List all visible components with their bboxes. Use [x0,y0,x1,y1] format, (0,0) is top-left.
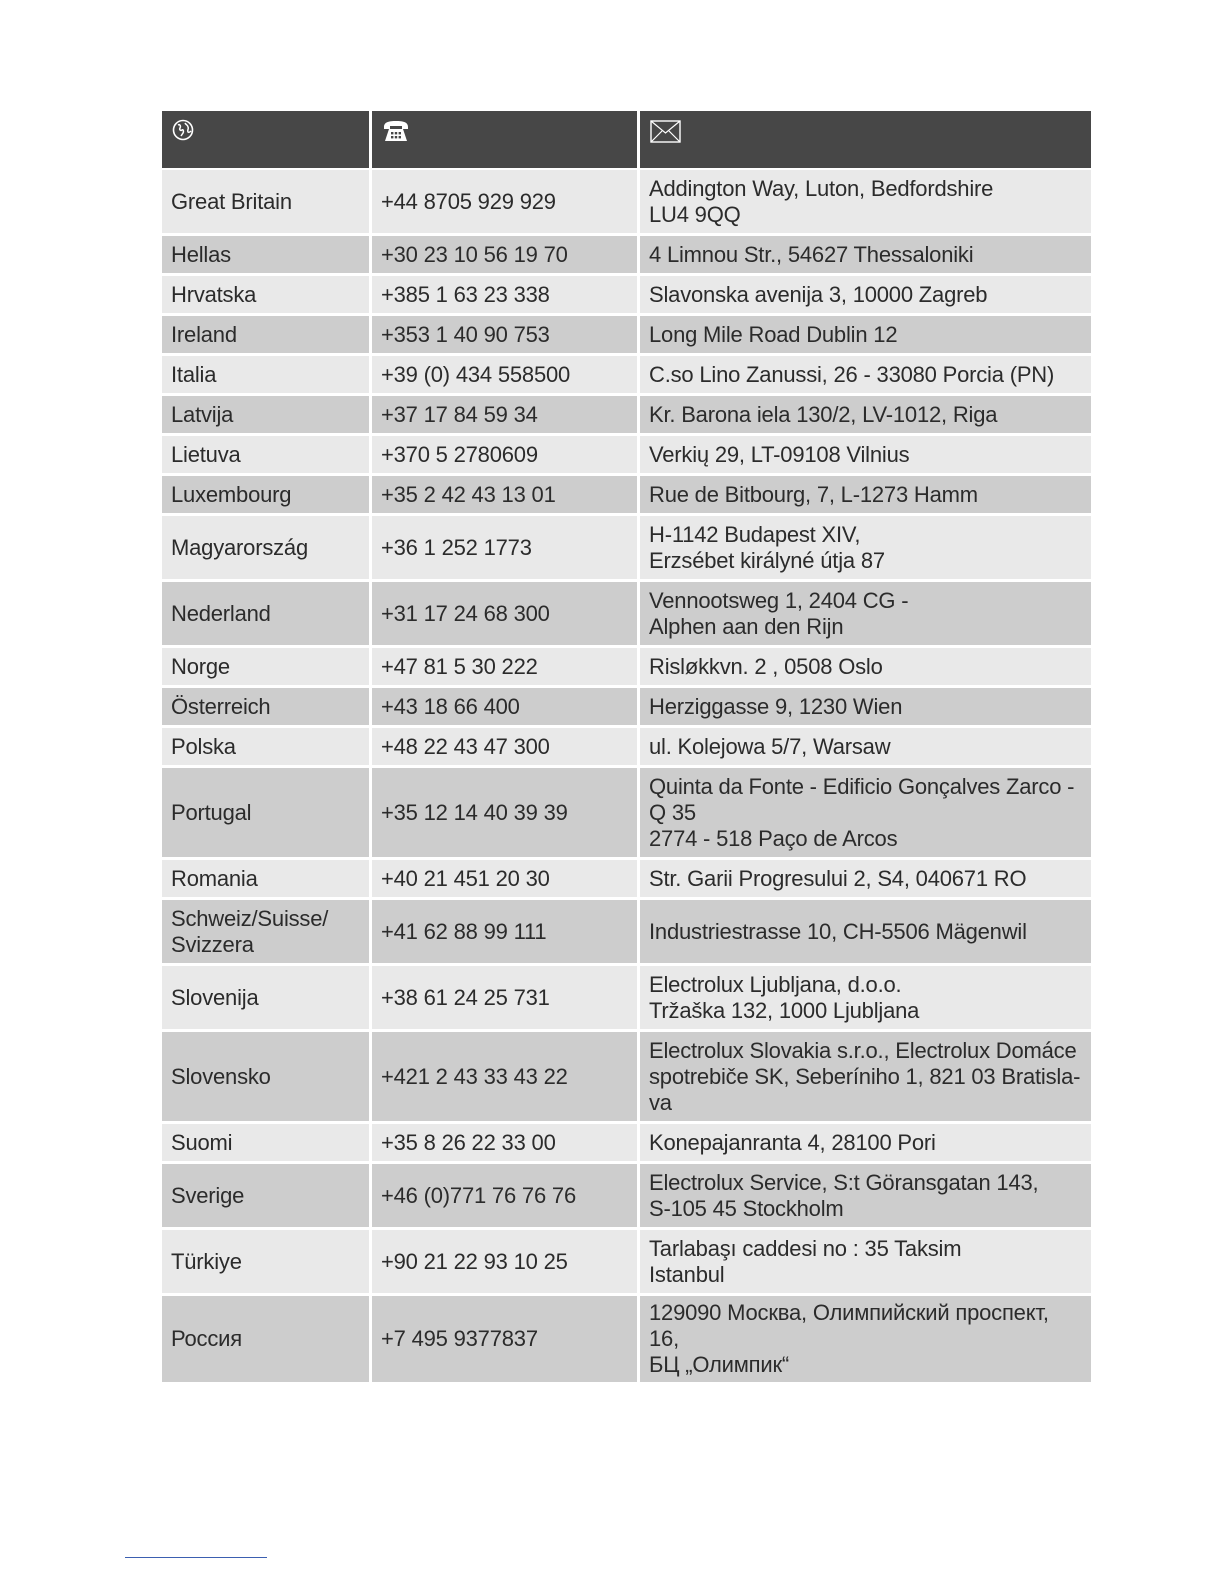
address-line: Rue de Bitbourg, 7, L-1273 Hamm [649,481,978,507]
phone-cell: +370 5 2780609 [372,436,640,476]
telephone-icon [382,119,412,147]
address-line: Quinta da Fonte - Edificio Gonçalves Zarco - [649,773,1075,799]
table-row [162,728,1091,768]
address-line: Verkių 29, LT-09108 Vilnius [649,441,910,467]
address-line: LU4 9QQ [649,201,741,227]
table-row [162,768,1091,860]
address-cell [640,648,1091,688]
table-row [162,860,1091,900]
address-line: ul. Kolejowa 5/7, Warsaw [649,733,891,759]
address-line: C.so Lino Zanussi, 26 - 33080 Porcia (PN) [649,361,1055,387]
country-cell: Nederland [162,582,372,648]
phone-cell: +353 1 40 90 753 [372,316,640,356]
address-cell [640,728,1091,768]
service-contact-table [162,111,1091,1385]
country-cell: Latvija [162,396,372,436]
phone-cell: +44 8705 929 929 [372,170,640,236]
address-line: Konepajanranta 4, 28100 Pori [649,1129,936,1155]
address-cell [640,1164,1091,1230]
country-cell: Luxembourg [162,476,372,516]
address-cell [640,1296,1091,1385]
address-cell [640,236,1091,276]
phone-cell: +43 18 66 400 [372,688,640,728]
address-line: Electrolux Service, S:t Göransgatan 143, [649,1169,1039,1195]
table-body [162,170,1091,1385]
address-cell [640,170,1091,236]
phone-cell: +35 8 26 22 33 00 [372,1124,640,1164]
address-cell [640,316,1091,356]
address-cell [640,476,1091,516]
address-cell [640,768,1091,860]
address-line: va [649,1089,672,1115]
country-cell: Portugal [162,768,372,860]
country-cell: Slovensko [162,1032,372,1124]
table-row [162,170,1091,236]
country-cell: Россия [162,1296,372,1385]
phone-cell: +90 21 22 93 10 25 [372,1230,640,1296]
phone-cell: +39 (0) 434 558500 [372,356,640,396]
header-row [162,111,1091,170]
table-header [162,111,1091,170]
country-cell: Italia [162,356,372,396]
address-line: Istanbul [649,1261,725,1287]
address-cell [640,900,1091,966]
address-cell [640,1230,1091,1296]
address-cell [640,516,1091,582]
phone-cell: +385 1 63 23 338 [372,276,640,316]
table-row [162,900,1091,966]
address-line: Long Mile Road Dublin 12 [649,321,898,347]
phone-cell: +47 81 5 30 222 [372,648,640,688]
phone-cell: +421 2 43 33 43 22 [372,1032,640,1124]
table-row [162,1230,1091,1296]
table-row [162,1164,1091,1230]
country-cell: Norge [162,648,372,688]
country-cell: Ireland [162,316,372,356]
phone-cell: +38 61 24 25 731 [372,966,640,1032]
country-cell: Magyarország [162,516,372,582]
address-cell [640,966,1091,1032]
phone-cell: +46 (0)771 76 76 76 [372,1164,640,1230]
table-row [162,1124,1091,1164]
address-cell [640,1124,1091,1164]
table-row [162,316,1091,356]
country-cell: Slovenija [162,966,372,1032]
country-cell: Österreich [162,688,372,728]
phone-cell: +7 495 9377837 [372,1296,640,1385]
address-line: Risløkkvn. 2 , 0508 Oslo [649,653,883,679]
address-line: Tarlabaşı caddesi no : 35 Taksim [649,1235,962,1261]
country-cell: Polska [162,728,372,768]
address-line: Electrolux Slovakia s.r.o., Electrolux Domáce [649,1037,1077,1063]
country-cell: Suomi [162,1124,372,1164]
country-cell: Lietuva [162,436,372,476]
phone-cell: +35 12 14 40 39 39 [372,768,640,860]
address-line: Str. Garii Progresului 2, S4, 040671 RO [649,865,1027,891]
address-line: Slavonska avenija 3, 10000 Zagreb [649,281,988,307]
phone-cell: +37 17 84 59 34 [372,396,640,436]
country-cell: Schweiz/Suisse/ Svizzera [162,900,372,966]
country-cell: Sverige [162,1164,372,1230]
address-line: Industriestrasse 10, CH-5506 Mägenwil [649,918,1027,944]
address-cell [640,860,1091,900]
phone-cell: +36 1 252 1773 [372,516,640,582]
table-row [162,648,1091,688]
country-cell: Hrvatska [162,276,372,316]
country-column-header [162,111,372,170]
phone-column-header [372,111,640,170]
address-line: Addington Way, Luton, Bedfordshire [649,175,994,201]
table-row [162,396,1091,436]
country-cell: Hellas [162,236,372,276]
address-line: H-1142 Budapest XIV, [649,521,861,547]
address-cell [640,582,1091,648]
address-line: Alphen aan den Rijn [649,613,844,639]
address-line: Herziggasse 9, 1230 Wien [649,693,903,719]
address-line: spotrebiče SK, Seberíniho 1, 821 03 Bratisla- [649,1063,1081,1089]
address-cell [640,436,1091,476]
address-cell [640,276,1091,316]
address-column-header [640,111,1091,170]
globe-icon [172,119,202,147]
phone-cell: +48 22 43 47 300 [372,728,640,768]
address-line: Kr. Barona iela 130/2, LV-1012, Riga [649,401,998,427]
table-row [162,582,1091,648]
address-line: S-105 45 Stockholm [649,1195,844,1221]
table-row [162,516,1091,582]
table-row [162,356,1091,396]
footnote-separator-line [125,1557,267,1558]
table-row [162,476,1091,516]
phone-cell: +31 17 24 68 300 [372,582,640,648]
address-cell [640,1032,1091,1124]
address-line: БЦ „Олимпик“ [649,1352,790,1377]
table-row [162,688,1091,728]
address-line: 4 Limnou Str., 54627 Thessaloniki [649,241,974,267]
table-row [162,436,1091,476]
address-line: 2774 - 518 Paço de Arcos [649,825,898,851]
country-cell: Romania [162,860,372,900]
address-cell [640,688,1091,728]
address-line: Vennootsweg 1, 2404 CG - [649,587,909,613]
address-cell [640,356,1091,396]
country-cell: Great Britain [162,170,372,236]
table-row [162,1296,1091,1385]
address-line: Q 35 [649,799,696,825]
phone-cell: +40 21 451 20 30 [372,860,640,900]
table-row [162,1032,1091,1124]
phone-cell: +41 62 88 99 111 [372,900,640,966]
table-row [162,236,1091,276]
address-line: 129090 Москва, Олимпийский проспект, 16, [649,1300,1049,1351]
country-cell: Türkiye [162,1230,372,1296]
envelope-icon [650,119,680,147]
address-line: Erzsébet királyné útja 87 [649,547,885,573]
address-line: Electrolux Ljubljana, d.o.o. [649,971,902,997]
phone-cell: +30 23 10 56 19 70 [372,236,640,276]
address-cell [640,396,1091,436]
address-line: Tržaška 132, 1000 Ljubljana [649,997,920,1023]
phone-cell: +35 2 42 43 13 01 [372,476,640,516]
table-row [162,966,1091,1032]
table-row [162,276,1091,316]
